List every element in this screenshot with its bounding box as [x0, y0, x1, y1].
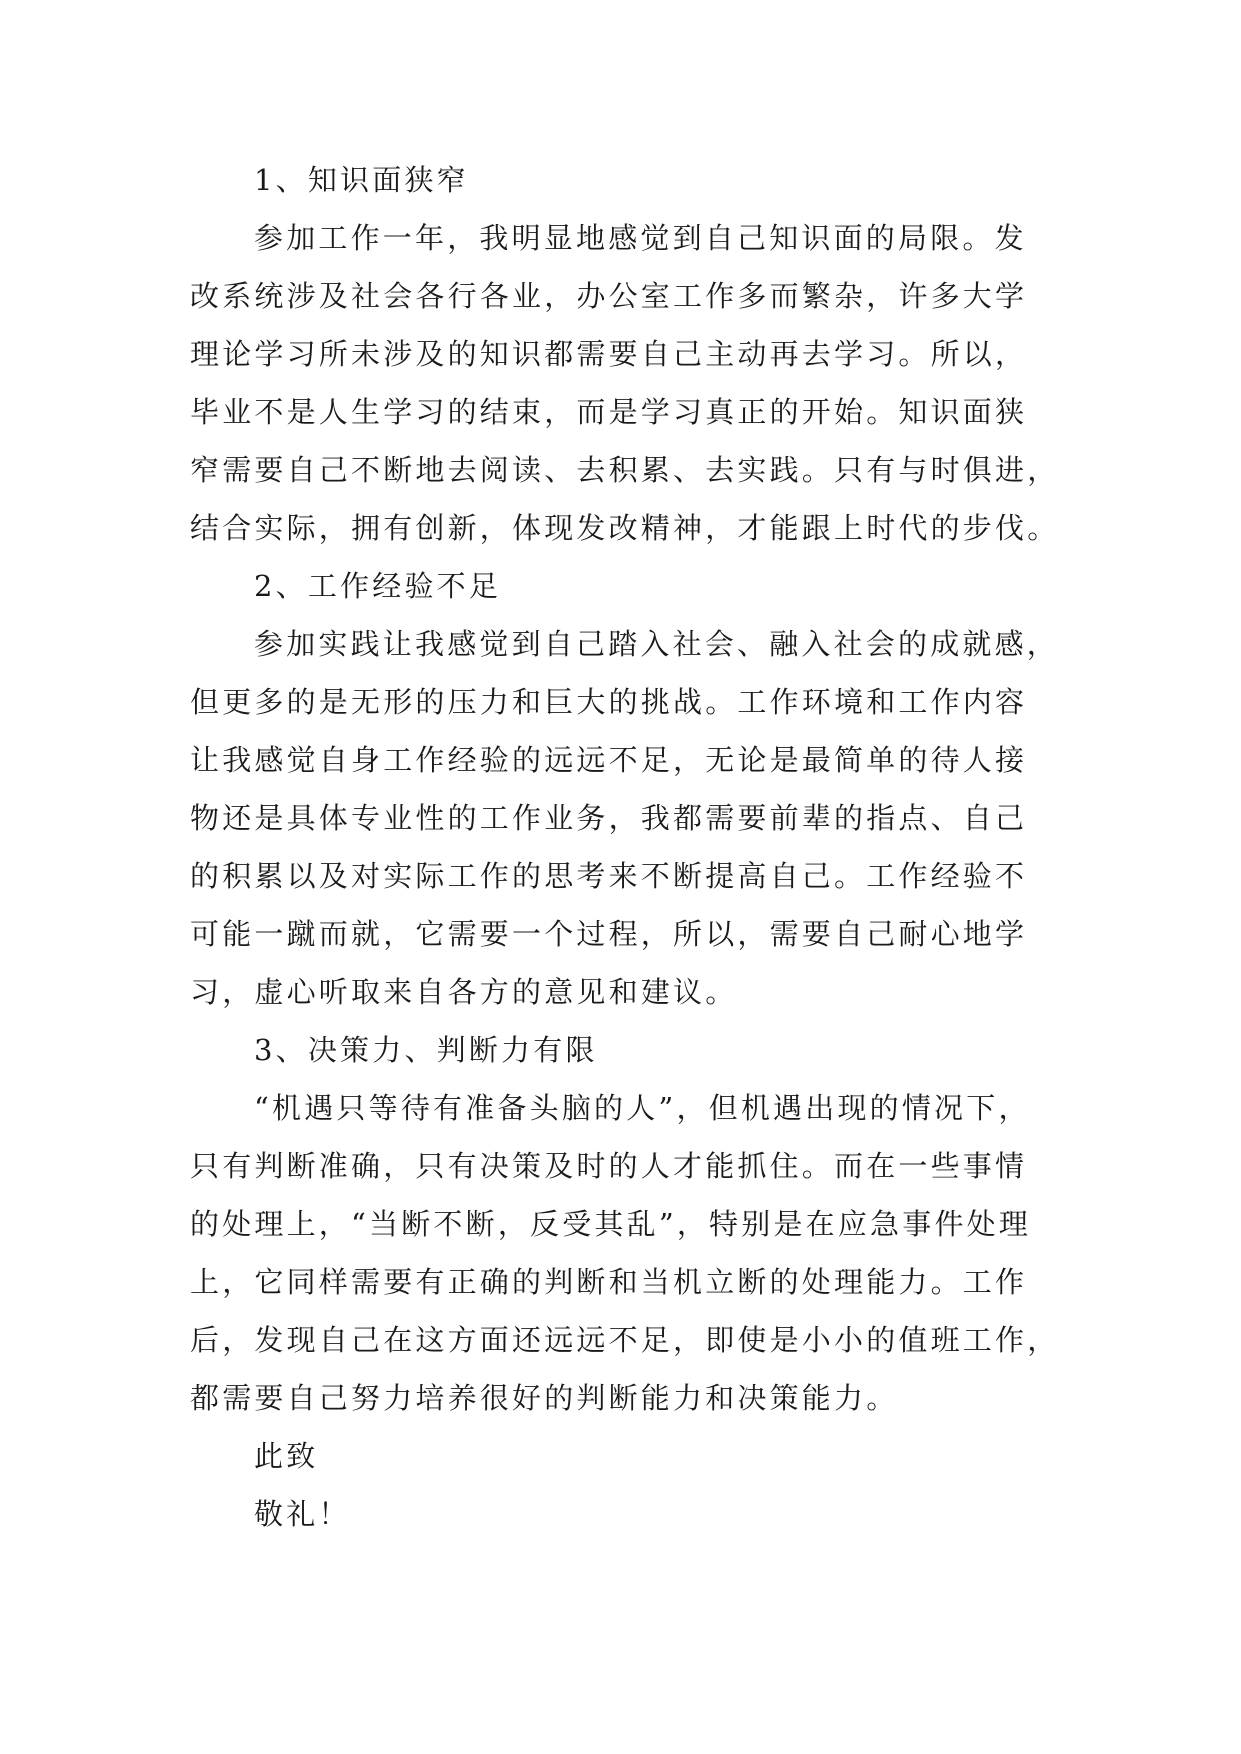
section-2	[190, 557, 1060, 1021]
paragraph-line: 后，发现自己在这方面还远远不足，即使是小小的值班工作，	[190, 1323, 1060, 1357]
paragraph-line: “机遇只等待有准备头脑的人”，但机遇出现的情况下，	[254, 1091, 1031, 1125]
paragraph-line: 结合实际，拥有创新，体现发改精神，才能跟上时代的步伐。	[190, 511, 1060, 545]
closing-salutation: 此致	[254, 1439, 319, 1473]
paragraph-line: 理论学习所未涉及的知识都需要自己主动再去学习。所以，	[190, 337, 1028, 371]
paragraph-line: 参加实践让我感觉到自己踏入社会、融入社会的成就感，	[254, 627, 1060, 661]
closing-regards: 敬礼！	[254, 1497, 351, 1531]
paragraph-line: 都需要自己努力培养很好的判断能力和决策能力。	[190, 1381, 899, 1415]
paragraph-line: 的积累以及对实际工作的思考来不断提高自己。工作经验不	[190, 859, 1028, 893]
paragraph-line: 毕业不是人生学习的结束，而是学习真正的开始。知识面狭	[190, 395, 1028, 429]
document-page	[190, 151, 1060, 1543]
closing	[190, 1427, 1060, 1543]
paragraph-line: 可能一蹴而就，它需要一个过程，所以，需要自己耐心地学	[190, 917, 1028, 951]
paragraph-line: 让我感觉自身工作经验的远远不足，无论是最简单的待人接	[190, 743, 1028, 777]
section-1	[190, 151, 1060, 557]
section-heading: 1、知识面狭窄	[254, 163, 469, 197]
paragraph-line: 只有判断准确，只有决策及时的人才能抓住。而在一些事情	[190, 1149, 1028, 1183]
paragraph-line: 物还是具体专业性的工作业务，我都需要前辈的指点、自己	[190, 801, 1028, 835]
section-3	[190, 1021, 1060, 1427]
paragraph-line: 但更多的是无形的压力和巨大的挑战。工作环境和工作内容	[190, 685, 1028, 719]
paragraph-line: 的处理上，“当断不断，反受其乱”，特别是在应急事件处理	[190, 1207, 1032, 1241]
paragraph-line: 习，虚心听取来自各方的意见和建议。	[190, 975, 738, 1009]
paragraph-line: 上，它同样需要有正确的判断和当机立断的处理能力。工作	[190, 1265, 1028, 1299]
paragraph-line: 窄需要自己不断地去阅读、去积累、去实践。只有与时俱进，	[190, 453, 1060, 487]
section-heading: 3、决策力、判断力有限	[254, 1033, 598, 1067]
paragraph-line: 参加工作一年，我明显地感觉到自己知识面的局限。发	[254, 221, 1027, 255]
section-heading: 2、工作经验不足	[254, 569, 502, 603]
paragraph-line: 改系统涉及社会各行各业，办公室工作多而繁杂，许多大学	[190, 279, 1028, 313]
